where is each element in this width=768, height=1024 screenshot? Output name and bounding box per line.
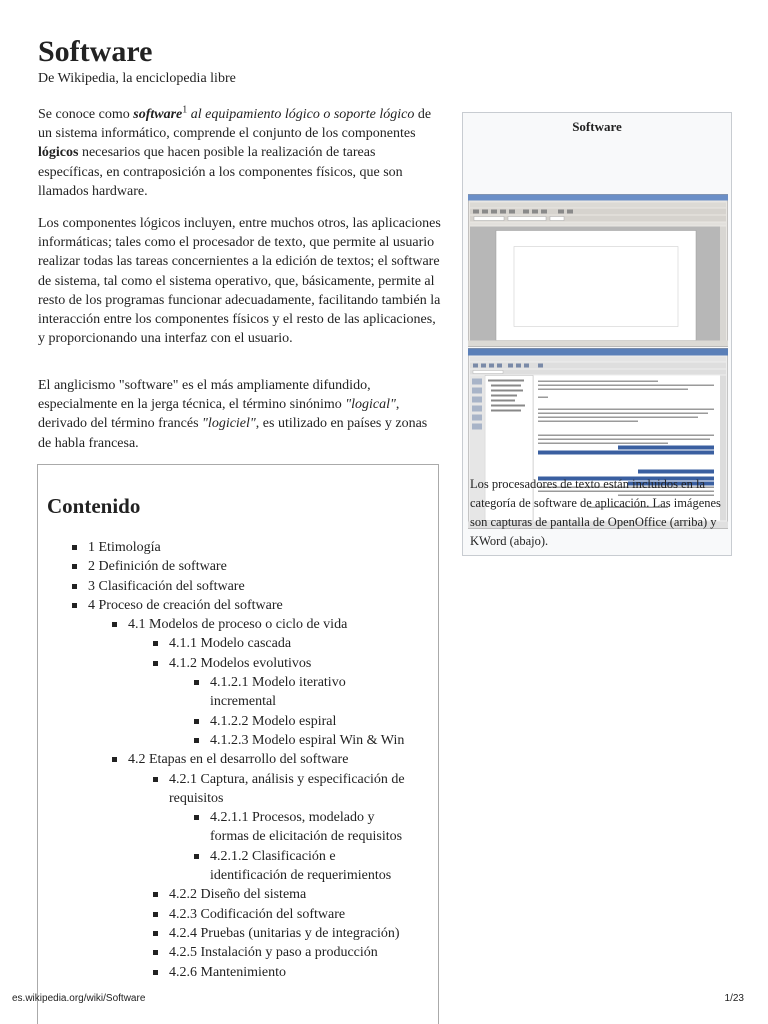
- p3-text-e: , es utilizado en países y zonas de habla francesa.: [38, 416, 428, 451]
- toc-item[interactable]: [38, 615, 440, 634]
- toc-item[interactable]: [38, 557, 440, 576]
- toc-item[interactable]: [38, 673, 440, 712]
- toc-list: [38, 538, 440, 982]
- infobox: [462, 112, 732, 556]
- logicos-term: lógicos: [38, 145, 79, 161]
- toc-item[interactable]: [38, 770, 440, 809]
- infobox-caption: Los procesadores de texto están incluidos en la categoría de software de aplicación. Las imágenes son capturas de pantalla de OpenOffice (arriba) y KWord (abajo).: [470, 477, 721, 548]
- toc-item-label[interactable]: 4.2.3 Codificación del software: [169, 906, 346, 922]
- toc-item-label[interactable]: 4.2.5 Instalación y paso a producción: [169, 945, 378, 961]
- toc-item-label[interactable]: 4.2.1.1 Procesos, modelado y formas de elicitación de requisitos: [210, 810, 403, 845]
- p3-text-c: , derivado del término francés: [38, 397, 400, 432]
- toc-title: Contenido: [47, 494, 141, 518]
- page-number: 1/23: [724, 993, 744, 1004]
- toc-item-label[interactable]: 4.2.2 Diseño del sistema: [169, 887, 307, 903]
- toc-item-label[interactable]: 2 Definición de software: [88, 559, 227, 575]
- toc-item-label[interactable]: 4.2.1 Captura, análisis y especificación de requisitos: [169, 771, 405, 806]
- anglicism-paragraph: [38, 376, 442, 453]
- toc-item-label[interactable]: 1 Etimología: [88, 540, 161, 555]
- toc-item[interactable]: [38, 750, 440, 769]
- page-subtitle: De Wikipedia, la enciclopedia libre: [38, 71, 236, 86]
- components-paragraph: [38, 214, 442, 348]
- toc-item-label[interactable]: 4.2.6 Mantenimiento: [169, 964, 287, 980]
- toc-item[interactable]: [38, 538, 440, 557]
- p2-text: Los componentes lógicos incluyen, entre muchos otros, las aplicaciones informáticas; tales como el procesador de texto, que permite al usuario realizar todas las tareas concernientes a la edición de textos; el software de sistema, tal como el sistema operativo, que, básicamente, permite al resto de los programas funcionar adecuadamente, facilitando también la interacción entre los componentes físicos y el resto de las aplicaciones, y proporcionando una interfaz con el usuario.: [38, 216, 441, 347]
- toc-item[interactable]: [38, 943, 440, 962]
- p3-text-a: El anglicismo "software" es el más ampliamente difundido, especialmente en la jerga técnica, el término sinónimo: [38, 378, 371, 413]
- toc-item-label[interactable]: 4.2.1.2 Clasificación e identificación de requerimientos: [210, 848, 392, 884]
- toc-item-label[interactable]: 4.1.2 Modelos evolutivos: [169, 655, 312, 671]
- toc-item[interactable]: [38, 808, 440, 847]
- toc-item[interactable]: [38, 731, 440, 750]
- toc-item-label[interactable]: 4.1.2.3 Modelo espiral Win & Win: [210, 732, 405, 748]
- toc-item-label[interactable]: 4.1.1 Modelo cascada: [169, 636, 292, 652]
- toc-item-label[interactable]: 4.2.4 Pruebas (unitarias y de integración): [169, 925, 400, 941]
- toc-item[interactable]: [38, 596, 440, 615]
- openoffice-screenshot: [468, 195, 728, 347]
- infobox-title: Software: [572, 119, 622, 134]
- p1-italic-phrase: al equipamiento lógico o soporte lógico: [187, 107, 415, 122]
- p1-text-f: necesarios que hacen posible la realización de tareas específicas, en contraposición a los componentes físicos, que son llamados hardware.: [38, 145, 403, 199]
- logical-term: "logical": [345, 397, 396, 413]
- p1-text-d: de un sistema informático, comprende el conjunto de los componentes: [38, 107, 432, 142]
- toc-item[interactable]: [38, 905, 440, 924]
- toc-item[interactable]: [38, 577, 440, 596]
- toc-item-label[interactable]: 4.1 Modelos de proceso o ciclo de vida: [128, 617, 348, 633]
- toc-item[interactable]: [38, 885, 440, 904]
- table-of-contents: [37, 464, 439, 1024]
- toc-item-label[interactable]: 3 Clasificación del software: [88, 578, 245, 594]
- reference-1[interactable]: 1: [182, 104, 188, 116]
- toc-item[interactable]: [38, 847, 440, 886]
- footer-url: es.wikipedia.org/wiki/Software: [12, 993, 146, 1004]
- software-term: software: [133, 107, 183, 122]
- toc-item[interactable]: [38, 924, 440, 943]
- toc-item-label[interactable]: 4 Proceso de creación del software: [88, 597, 283, 613]
- toc-item[interactable]: [38, 654, 440, 673]
- toc-item[interactable]: [38, 963, 440, 982]
- p1-text-a: Se conoce como: [38, 107, 134, 122]
- toc-item[interactable]: [38, 712, 440, 731]
- page-title: Software: [38, 35, 153, 68]
- toc-item-label[interactable]: 4.1.2.2 Modelo espiral: [210, 713, 337, 729]
- toc-item[interactable]: [38, 634, 440, 653]
- logiciel-term: "logiciel": [202, 416, 256, 432]
- intro-paragraph: [38, 105, 442, 201]
- toc-item-label[interactable]: 4.1.2.1 Modelo iterativo incremental: [210, 675, 346, 710]
- toc-item-label[interactable]: 4.2 Etapas en el desarrollo del software: [128, 752, 349, 768]
